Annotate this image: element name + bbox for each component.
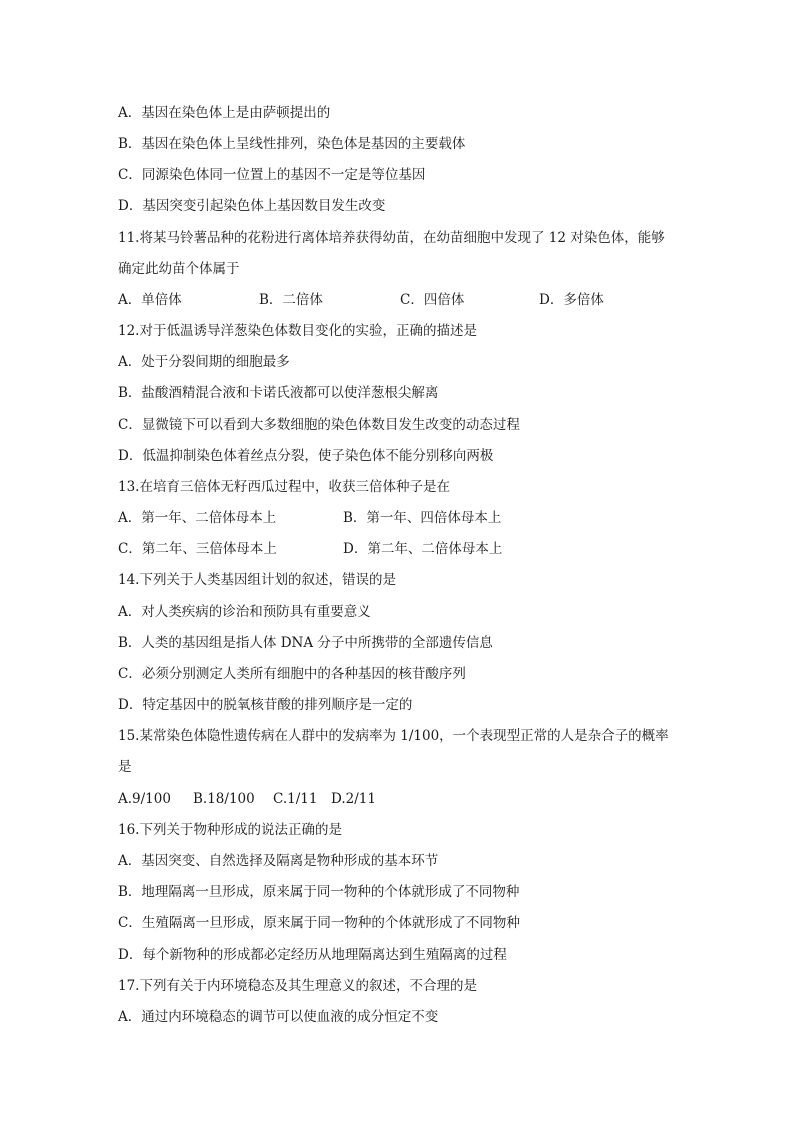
q12-option-b: B．盐酸酒精混合液和卡诺氏液都可以使洋葱根尖解离: [118, 385, 439, 401]
q11-option-b: B．二倍体: [259, 292, 323, 308]
q14-option-c: C．必须分别测定人类所有细胞中的各种基因的核苷酸序列: [118, 666, 466, 682]
q11-stem-continued: 确定此幼苗个体属于: [118, 261, 240, 277]
q14-option-a: A．对人类疾病的诊治和预防具有重要意义: [118, 604, 371, 620]
q10-option-a: A．基因在染色体上是由萨顿提出的: [118, 105, 331, 121]
q15-option-b: B.18/100: [193, 791, 255, 807]
q12-option-a: A．处于分裂间期的细胞最多: [118, 354, 290, 370]
q13-stem: 13.在培育三倍体无籽西瓜过程中，收获三倍体种子是在: [118, 479, 450, 495]
q14-stem: 14.下列关于人类基因组计划的叙述，错误的是: [118, 572, 396, 588]
q13-option-a: A．第一年、二倍体母本上: [118, 510, 277, 526]
q16-stem: 16.下列关于物种形成的说法正确的是: [118, 822, 342, 838]
q16-option-b: B．地理隔离一旦形成，原来属于同一物种的个体就形成了不同物种: [118, 884, 520, 900]
q12-option-c: C．显微镜下可以看到大多数细胞的染色体数目发生改变的动态过程: [118, 417, 520, 433]
q13-option-c: C．第二年、三倍体母本上: [118, 541, 277, 557]
q11-stem: 11.将某马铃薯品种的花粉进行离体培养获得幼苗，在幼苗细胞中发现了 12 对染色体，能够: [118, 230, 665, 246]
q11-option-c: C．四倍体: [400, 292, 465, 308]
q16-option-c: C．生殖隔离一旦形成，原来属于同一物种的个体就形成了不同物种: [118, 915, 520, 931]
q14-option-d: D．特定基因中的脱氧核苷酸的排列顺序是一定的: [118, 697, 413, 713]
q15-option-d: D.2/11: [331, 791, 376, 807]
q15-option-a: A.9/100: [118, 791, 171, 807]
q12-stem: 12.对于低温诱导洋葱染色体数目变化的实验，正确的描述是: [118, 323, 477, 339]
q17-stem: 17.下列有关于内环境稳态及其生理意义的叙述，不合理的是: [118, 978, 477, 994]
q10-option-b: B．基因在染色体上呈线性排列，染色体是基因的主要载体: [118, 136, 466, 152]
q15-option-c: C.1/11: [273, 791, 318, 807]
q16-option-a: A．基因突变、自然选择及隔离是物种形成的基本环节: [118, 853, 439, 869]
q10-option-c: C．同源染色体同一位置上的基因不一定是等位基因: [118, 167, 426, 183]
q16-option-d: D．每个新物种的形成都必定经历从地理隔离达到生殖隔离的过程: [118, 947, 507, 963]
q13-option-d: D．第二年、二倍体母本上: [343, 541, 503, 557]
q14-option-b: B．人类的基因组是指人体 DNA 分子中所携带的全部遗传信息: [118, 635, 493, 651]
q13-option-b: B．第一年、四倍体母本上: [343, 510, 502, 526]
q10-option-d: D．基因突变引起染色体上基因数目发生改变: [118, 198, 386, 214]
q15-stem-continued: 是: [118, 759, 132, 775]
q11-option-d: D．多倍体: [539, 292, 604, 308]
q15-stem: 15.某常染色体隐性遗传病在人群中的发病率为 1/100，一个表现型正常的人是杂合子的概率: [118, 728, 669, 744]
q11-option-a: A．单倍体: [118, 292, 182, 308]
q17-option-a: A．通过内环境稳态的调节可以使血液的成分恒定不变: [118, 1009, 439, 1025]
q12-option-d: D．低温抑制染色体着丝点分裂，使子染色体不能分别移向两极: [118, 448, 494, 464]
